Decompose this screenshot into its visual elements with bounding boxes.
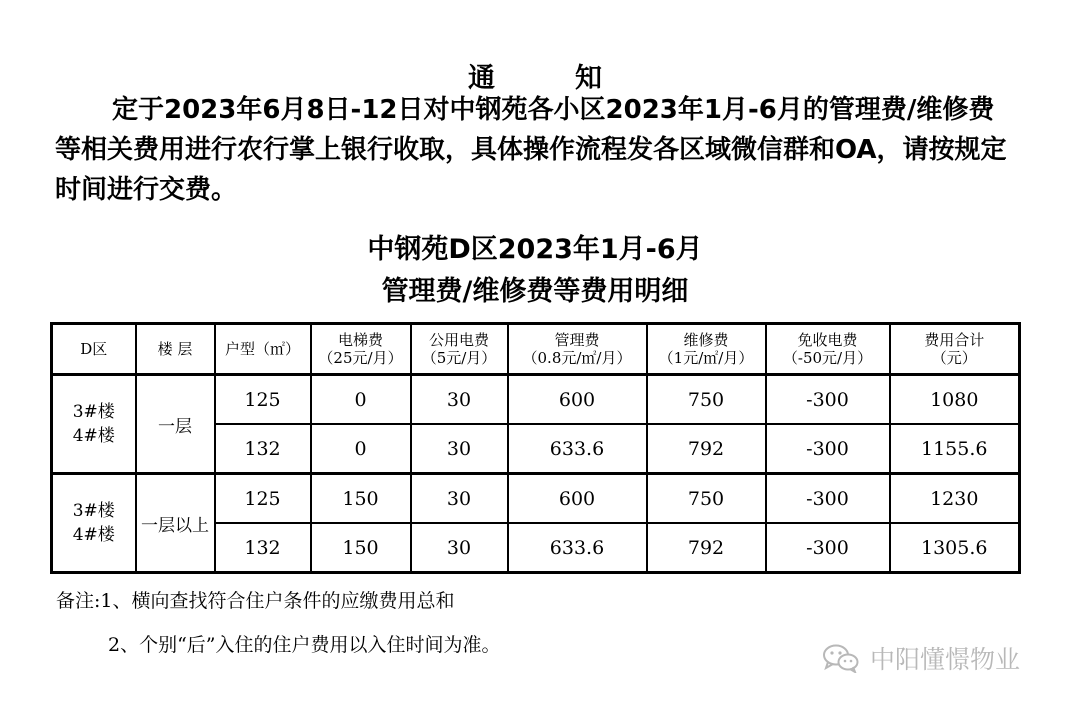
total-cell: 1305.6 [890, 523, 1020, 573]
total-cell: 1230 [890, 474, 1020, 524]
header-elevator-fee: 电梯费 （25元/月） [311, 324, 411, 375]
header-public-power-fee: 公用电费 （5元/月） [411, 324, 508, 375]
area-cell: 125 [215, 375, 311, 425]
elevator-cell: 0 [311, 424, 411, 474]
header-power-waiver: 免收电费 （-50元/月） [766, 324, 890, 375]
watermark [822, 640, 1020, 676]
management-cell: 600 [508, 474, 647, 524]
notice-title-part2: 知 [575, 63, 602, 94]
management-cell: 633.6 [508, 523, 647, 573]
public-power-cell: 30 [411, 474, 508, 524]
wechat-icon [822, 643, 860, 673]
notice-title-part1: 通 [468, 63, 495, 94]
elevator-cell: 0 [311, 375, 411, 425]
management-cell: 600 [508, 375, 647, 425]
header-district: D区 [52, 324, 136, 375]
area-cell: 125 [215, 474, 311, 524]
power-waiver-cell: -300 [766, 474, 890, 524]
maintenance-cell: 792 [647, 424, 766, 474]
total-cell: 1080 [890, 375, 1020, 425]
maintenance-cell: 750 [647, 474, 766, 524]
watermark-text: 中阳懂憬物业 [870, 645, 1021, 674]
maintenance-cell: 750 [647, 375, 766, 425]
area-cell: 132 [215, 523, 311, 573]
total-cell: 1155.6 [890, 424, 1020, 474]
public-power-cell: 30 [411, 375, 508, 425]
building-cell: 3#楼 4#楼 [52, 375, 136, 474]
note-2: 2、个别“后”入住的住户费用以入住时间为准。 [108, 634, 501, 656]
elevator-cell: 150 [311, 474, 411, 524]
table-header-row [52, 324, 1020, 375]
power-waiver-cell: -300 [766, 523, 890, 573]
floor-cell: 一层 [136, 375, 215, 474]
table-title-line1: 中钢苑D区2023年1月-6月 [367, 234, 703, 265]
floor-cell: 一层以上 [136, 474, 215, 573]
elevator-cell: 150 [311, 523, 411, 573]
public-power-cell: 30 [411, 424, 508, 474]
table-row [52, 474, 1020, 524]
table-title-line2: 管理费/维修费等费用明细 [381, 276, 689, 307]
note-1: 备注:1、横向查找符合住户条件的应缴费用总和 [56, 590, 455, 612]
header-total: 费用合计 （元） [890, 324, 1020, 375]
maintenance-cell: 792 [647, 523, 766, 573]
power-waiver-cell: -300 [766, 375, 890, 425]
fee-table [50, 322, 1021, 574]
public-power-cell: 30 [411, 523, 508, 573]
management-cell: 633.6 [508, 424, 647, 474]
header-management-fee: 管理费 （0.8元/㎡/月） [508, 324, 647, 375]
building-cell: 3#楼 4#楼 [52, 474, 136, 573]
header-area: 户型（㎡） [215, 324, 311, 375]
header-maintenance-fee: 维修费 （1元/㎡/月） [647, 324, 766, 375]
notice-body: 定于2023年6月8日-12日对中钢苑各小区2023年1月-6月的管理费/维修费等相关费用进行农行掌上银行收取，具体操作流程发各区域微信群和OA，请按规定时间进行交费。 [55, 95, 1007, 205]
power-waiver-cell: -300 [766, 424, 890, 474]
table-row [52, 375, 1020, 425]
area-cell: 132 [215, 424, 311, 474]
header-floor: 楼 层 [136, 324, 215, 375]
